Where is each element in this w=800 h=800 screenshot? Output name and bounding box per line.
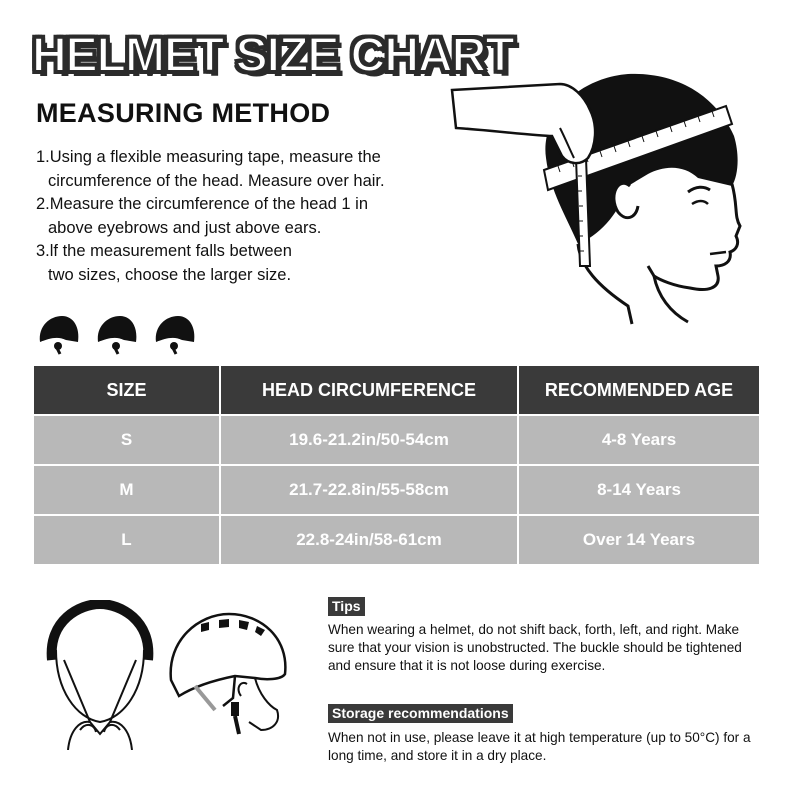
size-table <box>34 366 759 564</box>
size-cell: L <box>34 515 220 564</box>
table-row <box>34 415 759 465</box>
tips-text: When wearing a helmet, do not shift back, forth, left, and right. Make sure that your vision is unobstructed. The buckle should be tightened and ensure that it is not loose during exercise. <box>328 622 742 673</box>
helmet-icon <box>36 312 80 356</box>
storage-label: Storage recommendations <box>328 704 513 723</box>
circumference-cell: 19.6-21.2in/50-54cm <box>220 415 518 465</box>
size-cell: M <box>34 465 220 515</box>
age-cell: 4-8 Years <box>518 415 759 465</box>
measuring-steps <box>36 146 436 287</box>
step-line: 2.Measure the circumference of the head 1 in <box>36 195 369 213</box>
step-line: 3.lf the measurement falls between <box>36 242 292 260</box>
strap-adjust-illustration <box>40 600 160 750</box>
step-item <box>36 146 436 193</box>
circumference-cell: 22.8-24in/58-61cm <box>220 515 518 564</box>
column-header-circumference: HEAD CIRCUMFERENCE <box>220 366 518 415</box>
helmet-icon <box>94 312 138 356</box>
age-cell: 8-14 Years <box>518 465 759 515</box>
circumference-cell: 21.7-22.8in/55-58cm <box>220 465 518 515</box>
helmet-icons <box>36 312 196 356</box>
step-line: two sizes, choose the larger size. <box>48 265 292 284</box>
age-cell: Over 14 Years <box>518 515 759 564</box>
section-title: MEASURING METHOD <box>36 98 331 128</box>
tips-label: Tips <box>328 597 365 616</box>
step-line: circumference of the head. Measure over hair. <box>48 171 385 190</box>
step-line: above eyebrows and just above ears. <box>48 218 322 237</box>
page-title: HELMET SIZE CHART <box>32 29 514 82</box>
column-header-size: SIZE <box>34 366 220 415</box>
helmet-icon <box>152 312 196 356</box>
step-item <box>36 240 436 287</box>
column-header-age: RECOMMENDED AGE <box>518 366 759 415</box>
table-header-row <box>34 366 759 415</box>
table-row <box>34 465 759 515</box>
helmet-worn-illustration <box>165 610 295 740</box>
measuring-head-illustration <box>448 66 748 326</box>
size-cell: S <box>34 415 220 465</box>
step-line: 1.Using a flexible measuring tape, measure the <box>36 148 381 166</box>
table-row <box>34 515 759 564</box>
step-item <box>36 193 436 240</box>
storage-text: When not in use, please leave it at high temperature (up to 50°C) for a long time, and store it in a dry place. <box>328 730 751 763</box>
